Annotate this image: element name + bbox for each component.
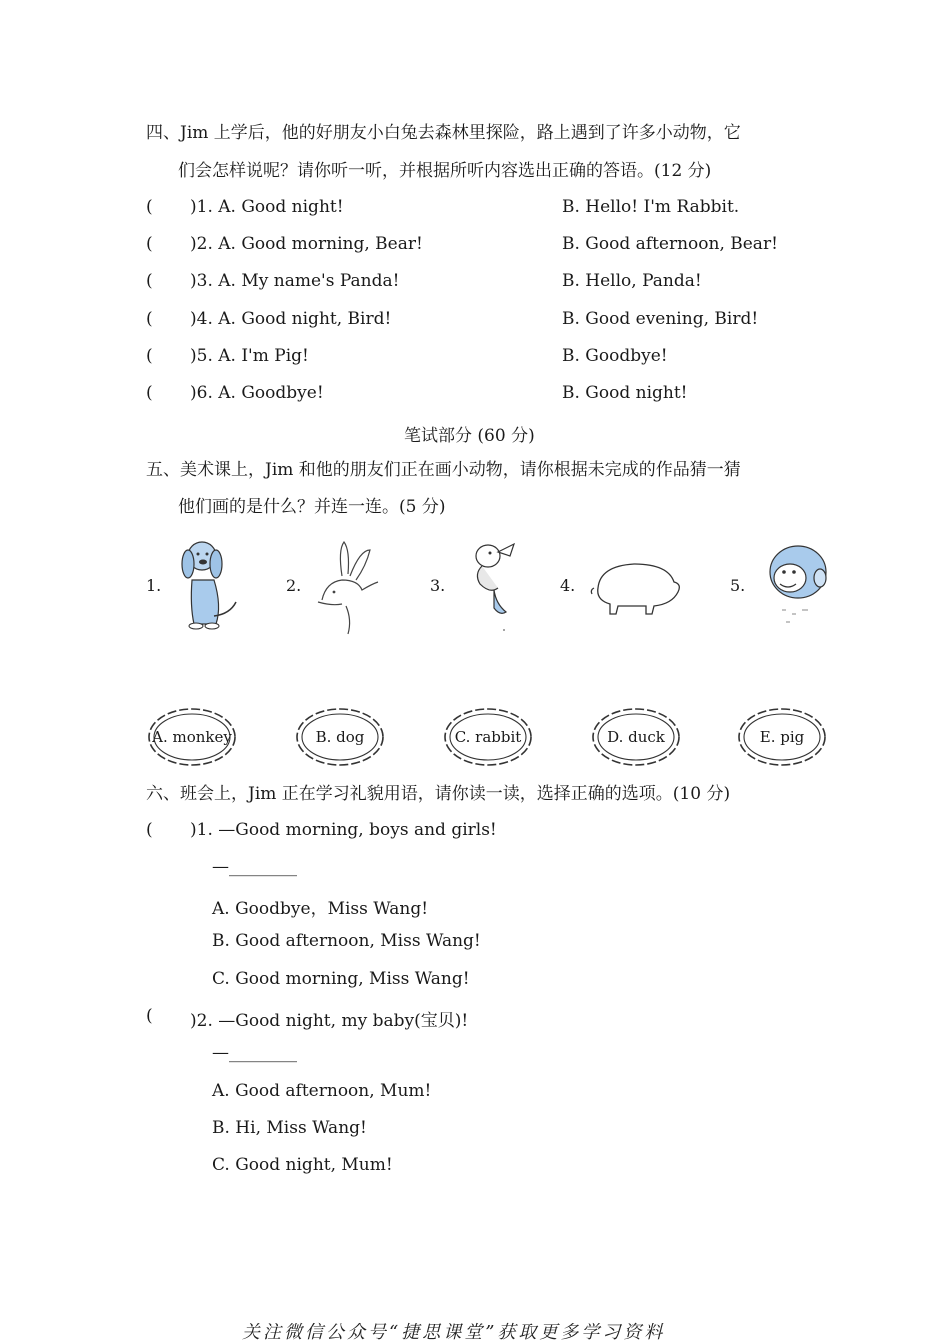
option-oval-rabbit[interactable] bbox=[442, 706, 534, 768]
answer-blank: —________ bbox=[212, 1043, 297, 1063]
choice-b: B. Good afternoon, Miss Wang! bbox=[212, 931, 481, 951]
option-a: )5. A. I'm Pig! bbox=[190, 346, 309, 366]
picture-number: 5. bbox=[730, 576, 746, 595]
section6-title: 六、班会上，Jim 正在学习礼貌用语，请你读一读，选择正确的选项。(10 分) bbox=[146, 784, 731, 804]
option-oval-duck[interactable] bbox=[590, 706, 682, 768]
answer-paren[interactable]: ( bbox=[146, 197, 153, 217]
question-prompt: )1. —Good morning, boys and girls! bbox=[190, 820, 497, 840]
picture-2 bbox=[286, 536, 386, 636]
pig-drawing-icon bbox=[588, 558, 684, 618]
picture-number: 4. bbox=[560, 576, 576, 595]
picture-5 bbox=[730, 536, 840, 636]
option-a: )2. A. Good morning, Bear! bbox=[190, 234, 423, 254]
written-part-heading: 笔试部分 (60 分) bbox=[404, 426, 535, 446]
option-a: )3. A. My name's Panda! bbox=[190, 271, 400, 291]
answer-paren[interactable]: ( bbox=[146, 346, 153, 366]
section5-title-line2: 他们画的是什么？并连一连。(5 分) bbox=[178, 497, 446, 517]
footer-note: 关注微信公众号“捷思课堂”获取更多学习资料 bbox=[242, 1322, 666, 1343]
option-b: B. Hello! I'm Rabbit. bbox=[562, 197, 740, 217]
section4-title-line2: 们会怎样说呢？请你听一听，并根据所听内容选出正确的答语。(12 分) bbox=[178, 161, 712, 181]
option-a: )1. A. Good night! bbox=[190, 197, 344, 217]
choice-a: A. Good afternoon, Mum! bbox=[212, 1081, 432, 1101]
option-oval-monkey[interactable] bbox=[146, 706, 238, 768]
option-label: D. duck bbox=[607, 728, 665, 746]
dog-drawing-icon bbox=[172, 536, 244, 632]
option-oval-dog[interactable] bbox=[294, 706, 386, 768]
question-prompt: )2. —Good night, my baby(宝贝)! bbox=[190, 1011, 469, 1031]
picture-3 bbox=[430, 536, 530, 636]
option-label: C. rabbit bbox=[454, 728, 522, 746]
answer-blank: —________ bbox=[212, 857, 297, 877]
picture-4 bbox=[560, 536, 690, 636]
monkey-drawing-icon bbox=[756, 538, 832, 628]
answer-paren[interactable]: ( bbox=[146, 234, 153, 254]
option-a: )6. A. Goodbye! bbox=[190, 383, 324, 403]
answer-paren[interactable]: ( bbox=[146, 820, 153, 840]
answer-paren[interactable]: ( bbox=[146, 271, 153, 291]
choice-c: C. Good night, Mum! bbox=[212, 1155, 393, 1175]
duck-drawing-icon bbox=[460, 538, 520, 634]
option-a: )4. A. Good night, Bird! bbox=[190, 309, 392, 329]
section5-title-line1: 五、美术课上，Jim 和他的朋友们正在画小动物，请你根据未完成的作品猜一猜 bbox=[146, 460, 741, 480]
choice-b: B. Hi, Miss Wang! bbox=[212, 1118, 367, 1138]
option-label: A. monkey bbox=[152, 728, 232, 746]
option-b: B. Good evening, Bird! bbox=[562, 309, 759, 329]
answer-paren[interactable]: ( bbox=[146, 309, 153, 329]
picture-number: 3. bbox=[430, 576, 446, 595]
section4-title-line1: 四、Jim 上学后，他的好朋友小白兔去森林里探险，路上遇到了许多小动物，它 bbox=[146, 123, 741, 143]
picture-number: 2. bbox=[286, 576, 302, 595]
picture-number: 1. bbox=[146, 576, 162, 595]
option-label: B. dog bbox=[315, 728, 365, 746]
option-b: B. Good night! bbox=[562, 383, 688, 403]
option-b: B. Hello, Panda! bbox=[562, 271, 702, 291]
picture-1 bbox=[146, 536, 246, 636]
choice-c: C. Good morning, Miss Wang! bbox=[212, 969, 470, 989]
answer-paren[interactable]: ( bbox=[146, 1006, 153, 1026]
option-b: B. Goodbye! bbox=[562, 346, 668, 366]
option-oval-pig[interactable] bbox=[736, 706, 828, 768]
option-label: E. pig bbox=[759, 728, 805, 746]
rabbit-drawing-icon bbox=[312, 540, 382, 636]
choice-a: A. Goodbye，Miss Wang! bbox=[212, 899, 429, 919]
option-b: B. Good afternoon, Bear! bbox=[562, 234, 778, 254]
answer-paren[interactable]: ( bbox=[146, 383, 153, 403]
